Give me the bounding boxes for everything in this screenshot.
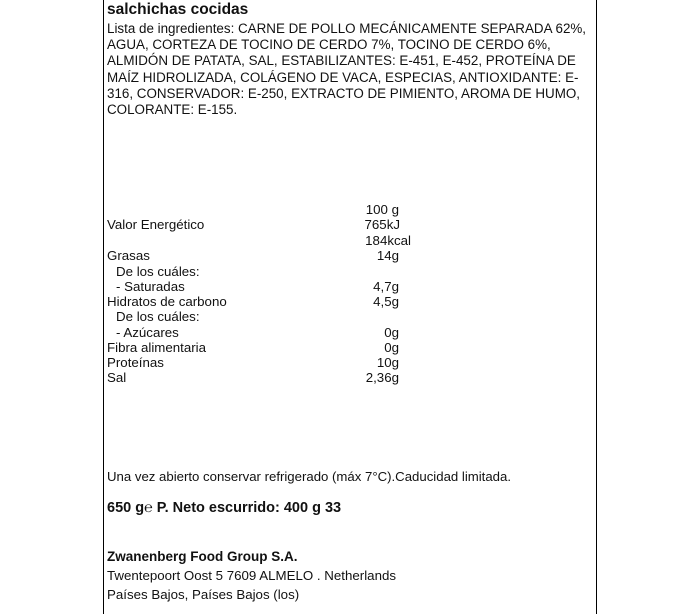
net-weight: 650 g℮ P. Neto escurrido: 400 g 33 — [107, 500, 342, 516]
nutrition-per-header: 100 g — [365, 202, 399, 217]
nutrition-label-energy: Valor Energético — [107, 217, 205, 232]
nutrition-value-energy-kcal: 184kcal — [365, 233, 411, 248]
nutrition-label-salt: Sal — [107, 370, 127, 385]
nutrition-value-carbs: 4,5g — [373, 294, 399, 309]
nutrition-label-fat: Grasas — [107, 248, 150, 263]
product-title: salchichas cocidas — [107, 1, 249, 18]
company-address-line1: Twentepoort Oost 5 7609 ALMELO . Netherlands — [107, 568, 397, 583]
nutrition-label-of-which-1: De los cuáles: — [116, 264, 200, 279]
nutrition-value-salt: 2,36g — [365, 370, 399, 385]
nutrition-value-saturated: 4,7g — [373, 279, 399, 294]
nutrition-value-energy-kj: 765kJ — [364, 217, 400, 232]
nutrition-value-protein: 10g — [376, 355, 399, 370]
nutrition-value-fat: 14g — [376, 248, 399, 263]
nutrition-label-of-which-2: De los cuáles: — [116, 309, 200, 324]
nutrition-value-fiber: 0g — [384, 340, 399, 355]
nutrition-label-saturated: - Saturadas — [116, 279, 185, 294]
ingredients-list: Lista de ingredientes: CARNE DE POLLO MECÁNICAMENTE SEPARADA 62%, AGUA, CORTEZA DE TOCINO DE CERDO 7%, TOCINO DE CERDO 6%, ALMIDÓN DE PATATA, SAL, ESTABILIZANTES: E-451, E-452, PROTEÍNA DE MAÍZ HIDROLIZADA, COLÁGENO DE VACA, ESPECIAS, ANTIOXIDANTE: E-316, CONSERVADOR: E-250, EXTRACTO DE PIMIENTO, AROMA DE HUMO, COLORANTE: E-155. — [107, 21, 587, 118]
nutrition-label-carbs: Hidratos de carbono — [107, 294, 227, 309]
nutrition-label-protein: Proteínas — [107, 355, 164, 370]
nutrition-label-fiber: Fibra alimentaria — [107, 340, 207, 355]
storage-instructions: Una vez abierto conservar refrigerado (máx 7°C).Caducidad limitada. — [107, 469, 512, 484]
nutrition-value-sugars: 0g — [384, 325, 399, 340]
nutrition-label-sugars: - Azúcares — [116, 325, 179, 340]
company-address-line2: Países Bajos, Países Bajos (los) — [107, 587, 300, 602]
company-name: Zwanenberg Food Group S.A. — [107, 549, 298, 564]
